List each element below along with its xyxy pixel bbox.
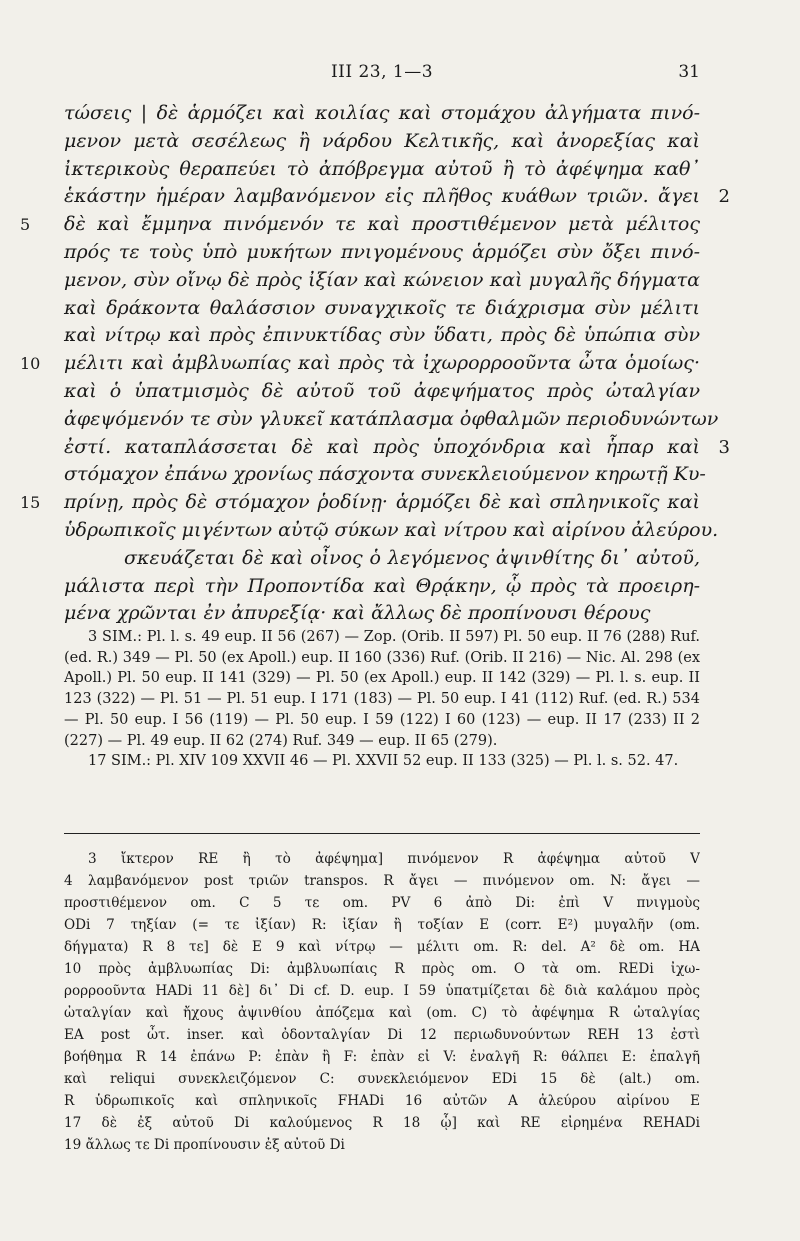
- line-number: 15: [20, 493, 41, 513]
- apparatus-line: ρορροοῦντα HADi 11 δὲ] δι᾿ Di cf. D. eup. I 59 ὑπατμίζεται δὲ διὰ καλάμου πρὸς: [64, 983, 700, 999]
- text-line-content: καὶ νίτρῳ καὶ πρὸς ἐπινυκτίδας σὺν ὕδατι, πρὸς δὲ ὑπώπια σὺν: [64, 324, 700, 347]
- section-reference: III 23, 1—3: [330, 62, 434, 82]
- running-header: [64, 62, 700, 86]
- main-text: [20, 100, 730, 628]
- text-line: [64, 378, 700, 406]
- apparatus-divider: [64, 833, 700, 834]
- text-line-content: μέλιτι καὶ ἀμβλυωπίας καὶ πρὸς τὰ ἰχωρορροοῦντα ὦτα ὁμοίως·: [64, 352, 700, 375]
- apparatus-line: EA post ὦτ. inser. καὶ ὀδονταλγίαν Di 12 περιωδυνούντων REH 13 ἐστὶ: [64, 1027, 700, 1043]
- section-number: 3: [718, 436, 730, 458]
- text-line-content: στόμαχον ἐπάνω χρονίως πάσχοντα συνεκλειούμενον κηρωτῇ Κυ-: [64, 463, 706, 486]
- apparatus-line: 3 ἴκτερον RE ἢ τὸ ἀφέψημα] πινόμενον R ἀφέψημα αὐτοῦ V: [88, 851, 700, 867]
- text-line: [64, 406, 719, 434]
- text-line-content: καὶ ὁ ὑπατμισμὸς δὲ αὐτοῦ τοῦ ἀφεψήματος πρὸς ὠταλγίαν: [64, 379, 700, 402]
- testimonia-entry: 17 SIM.: Pl. XIV 109 XXVII 46 — Pl. XXVII 52 eup. II 133 (325) — Pl. l. s. 52. 47.: [88, 753, 679, 770]
- text-line: [64, 517, 719, 545]
- text-line: [64, 600, 700, 628]
- text-line: [64, 100, 700, 128]
- apparatus-line: 10 πρὸς ἀμβλυωπίας Di: ἀμβλυωπίαις R πρὸς om. O τὰ om. REDi ἰχω-: [64, 961, 700, 977]
- text-line: [64, 156, 700, 184]
- text-line-content: πρίνῃ, πρὸς δὲ στόμαχον ῥοδίνῃ· ἁρμόζει δὲ καὶ σπληνικοῖς καὶ: [64, 491, 700, 514]
- text-line-content: καὶ δράκοντα θαλάσσιον συναγχικοῖς τε διάχρισμα σὺν μέλιτι: [64, 296, 700, 319]
- apparatus-line: R ὑδρωπικοῖς καὶ σπληνικοῖς FHADi 16 αὐτῶν A ἀλεύρου αἰρίνου E: [64, 1093, 700, 1109]
- apparatus-line: 4 λαμβανόμενον post τριῶν transpos. R ἄγει — πινόμενον om. N: ἄγει —: [64, 873, 700, 889]
- text-line-content: μένα χρῶνται ἐν ἀπυρεξίᾳ· καὶ ἄλλως δὲ προπίνουσι θέρους: [64, 602, 651, 625]
- text-line-content: σκευάζεται δὲ καὶ οἶνος ὁ λεγόμενος ἀψινθίτης δι᾿ αὐτοῦ,: [124, 546, 700, 569]
- text-line-content: ὑδρωπικοῖς μιγέντων αὐτῷ σύκων καὶ νίτρου καὶ αἰρίνου ἀλεύρου.: [64, 518, 719, 541]
- text-line: [64, 461, 706, 489]
- text-line: [64, 295, 700, 323]
- text-line-content: πρός τε τοὺς ὑπὸ μυκήτων πνιγομένους ἁρμόζει σὺν ὄξει πινό-: [64, 240, 700, 263]
- text-line-content: ἰκτερικοὺς θεραπεύει τὸ ἀπόβρεγμα αὐτοῦ ἢ τὸ ἀφέψημα καθ᾿: [64, 157, 700, 180]
- apparatus-line: 17 δὲ ἐξ αὐτοῦ Di καλούμενος R 18 ᾧ] καὶ RE εἰρημένα REHADi: [64, 1115, 700, 1131]
- text-line: [64, 267, 700, 295]
- testimonia: [64, 627, 700, 772]
- section-number: 2: [718, 186, 730, 208]
- apparatus-line: προστιθέμενον om. C 5 τε om. PV 6 ἀπὸ Di: ἐπὶ V πνιγμοὺς: [64, 895, 700, 911]
- text-line: [20, 350, 700, 378]
- text-line-content: μάλιστα περὶ τὴν Προποντίδα καὶ Θρᾴκην, ᾧ πρὸς τὰ προειρη-: [64, 574, 700, 597]
- text-line: [20, 489, 700, 517]
- text-line-content: μενον μετὰ σεσέλεως ἢ νάρδου Κελτικῆς, καὶ ἀνορεξίας καὶ: [64, 129, 700, 152]
- text-line: [64, 239, 700, 267]
- apparatus-line: ODi 7 τηξίαν (= τε ἰξίαν) R: ἰξίαν ἢ τοξίαν E (corr. E²) μυγαλῆν (om.: [64, 917, 700, 933]
- page-number: 31: [678, 62, 700, 82]
- critical-apparatus: [64, 848, 700, 1156]
- text-line-content: ἑκάστην ἡμέραν λαμβανόμενον εἰς πλῆθος κυάθων τριῶν. ἄγει: [64, 185, 700, 208]
- text-line-content: δὲ καὶ ἔμμηνα πινόμενόν τε καὶ προστιθέμενον μετὰ μέλιτος: [64, 213, 700, 236]
- text-line: [64, 183, 730, 211]
- apparatus-line: καὶ reliqui συνεκλειζόμενον C: συνεκλειόμενον EDi 15 δὲ (alt.) om.: [64, 1071, 700, 1087]
- text-line: [64, 434, 730, 462]
- text-line-content: τώσεις | δὲ ἁρμόζει καὶ κοιλίας καὶ στομάχου ἀλγήματα πινό-: [64, 102, 700, 124]
- text-line: [64, 128, 700, 156]
- text-line-content: ἀφεψόμενόν τε σὺν γλυκεῖ κατάπλασμα ὀφθαλμῶν περιοδυνώντων: [64, 407, 719, 430]
- text-line-content: μενον, σὺν οἴνῳ δὲ πρὸς ἰξίαν καὶ κώνειον καὶ μυγαλῆς δήγματα: [64, 268, 700, 291]
- text-line: [64, 573, 700, 601]
- apparatus-line: ὠταλγίαν καὶ ἤχους ἀψινθίου ἀπόζεμα καὶ (om. C) τὸ ἀφέψημα R ὠταλγίας: [64, 1005, 700, 1021]
- testimonia-entry: 3 SIM.: Pl. l. s. 49 eup. II 56 (267) — Zop. (Orib. II 597) Pl. 50 eup. II 76 (288) Ruf. (ed. R.) 349 — Pl. 50 (ex Apoll.) eup. II 160 (336) Ruf. (Orib. II 216) — Nic. Al. 298 (ex Apoll.) Pl. 50 eup. II 141 (329) — Pl. 50 (ex Apoll.) eup. II 142 (329) — Pl. l. s. eup. II 123 (322) — Pl. 51 — Pl. 51 eup. I 171 (183) — Pl. 50 eup. I 41 (112) Ruf. (ed. R.) 534 — Pl. 50 eup. I 56 (119) — Pl. 50 eup. I 59 (122) I 60 (123) — eup. II 17 (233) II 2 (227) — Pl. 49 eup. II 62 (274) Ruf. 349 — eup. II 65 (279).: [64, 629, 700, 749]
- apparatus-line: βοήθημα R 14 ἐπάνω P: ἐπὰν ἢ F: ἐπὰν εἰ V: ἐναλγῆ R: θάλπει E: ἐπαλγῆ: [64, 1049, 700, 1065]
- line-number: 10: [20, 354, 41, 374]
- text-line-content: ἐστί. καταπλάσσεται δὲ καὶ πρὸς ὑποχόνδρια καὶ ἧπαρ καὶ: [64, 435, 700, 458]
- apparatus-line: δήγματα) R 8 τε] δὲ E 9 καὶ νίτρῳ — μέλιτι om. R: del. A² δὲ om. HA: [64, 939, 700, 955]
- line-number: 5: [20, 215, 31, 235]
- text-line: [20, 211, 700, 239]
- text-line: [64, 545, 700, 573]
- apparatus-line: 19 ἄλλως τε Di προπίνουσιν ἐξ αὐτοῦ Di: [64, 1137, 345, 1153]
- text-line: [64, 322, 700, 350]
